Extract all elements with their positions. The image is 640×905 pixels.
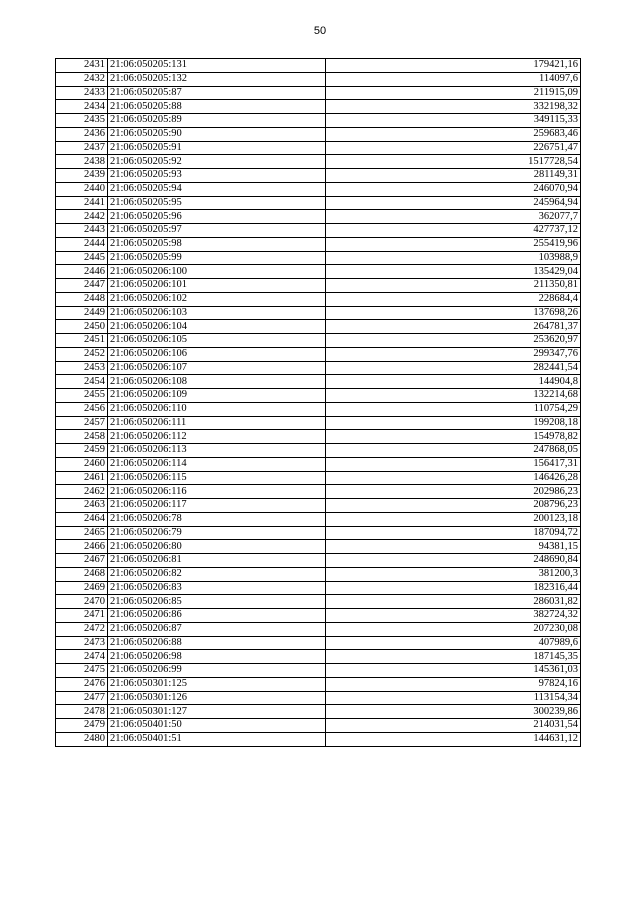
- cadastral-number-cell: 21:06:050206:104: [108, 320, 326, 334]
- table-row: [56, 499, 581, 513]
- table-row: [56, 86, 581, 100]
- value-cell: 259683,46: [326, 127, 581, 141]
- value-cell: 207230,08: [326, 622, 581, 636]
- table-row: [56, 526, 581, 540]
- cadastral-number-cell: 21:06:050206:114: [108, 457, 326, 471]
- cadastral-number-cell: 21:06:050205:92: [108, 155, 326, 169]
- value-cell: 156417,31: [326, 457, 581, 471]
- table-row: [56, 705, 581, 719]
- cadastral-number-cell: 21:06:050205:96: [108, 210, 326, 224]
- cadastral-number-cell: 21:06:050206:79: [108, 526, 326, 540]
- value-cell: 226751,47: [326, 141, 581, 155]
- cadastral-number-cell: 21:06:050206:103: [108, 306, 326, 320]
- table-row: [56, 609, 581, 623]
- cadastral-number-cell: 21:06:050205:89: [108, 114, 326, 128]
- cadastral-number-cell: 21:06:050206:80: [108, 540, 326, 554]
- cadastral-number-cell: 21:06:050206:88: [108, 636, 326, 650]
- page-number: 50: [313, 25, 327, 37]
- row-number-cell: 2459: [56, 444, 108, 458]
- table-row: [56, 155, 581, 169]
- value-cell: 103988,9: [326, 251, 581, 265]
- value-cell: 299347,76: [326, 347, 581, 361]
- value-cell: 146426,28: [326, 471, 581, 485]
- cadastral-number-cell: 21:06:050205:93: [108, 169, 326, 183]
- value-cell: 110754,29: [326, 402, 581, 416]
- value-cell: 300239,86: [326, 705, 581, 719]
- row-number-cell: 2452: [56, 347, 108, 361]
- cadastral-number-cell: 21:06:050206:105: [108, 334, 326, 348]
- value-cell: 202986,23: [326, 485, 581, 499]
- table-row: [56, 306, 581, 320]
- cadastral-number-cell: 21:06:050206:102: [108, 292, 326, 306]
- value-cell: 132214,68: [326, 389, 581, 403]
- value-cell: 200123,18: [326, 512, 581, 526]
- value-cell: 427737,12: [326, 224, 581, 238]
- row-number-cell: 2451: [56, 334, 108, 348]
- table-row: [56, 292, 581, 306]
- value-cell: 211915,09: [326, 86, 581, 100]
- row-number-cell: 2435: [56, 114, 108, 128]
- cadastral-number-cell: 21:06:050206:85: [108, 595, 326, 609]
- cadastral-number-cell: 21:06:050206:98: [108, 650, 326, 664]
- table-body: [56, 59, 581, 747]
- row-number-cell: 2472: [56, 622, 108, 636]
- cadastral-number-cell: 21:06:050206:108: [108, 375, 326, 389]
- row-number-cell: 2442: [56, 210, 108, 224]
- table-row: [56, 471, 581, 485]
- table-row: [56, 224, 581, 238]
- row-number-cell: 2455: [56, 389, 108, 403]
- table-row: [56, 540, 581, 554]
- table-row: [56, 210, 581, 224]
- value-cell: 214031,54: [326, 719, 581, 733]
- row-number-cell: 2440: [56, 182, 108, 196]
- row-number-cell: 2456: [56, 402, 108, 416]
- row-number-cell: 2441: [56, 196, 108, 210]
- row-number-cell: 2445: [56, 251, 108, 265]
- value-cell: 281149,31: [326, 169, 581, 183]
- row-number-cell: 2431: [56, 59, 108, 73]
- table-row: [56, 100, 581, 114]
- table-row: [56, 279, 581, 293]
- row-number-cell: 2464: [56, 512, 108, 526]
- cadastral-number-cell: 21:06:050206:106: [108, 347, 326, 361]
- value-cell: 187094,72: [326, 526, 581, 540]
- row-number-cell: 2449: [56, 306, 108, 320]
- value-cell: 228684,4: [326, 292, 581, 306]
- row-number-cell: 2457: [56, 416, 108, 430]
- table-row: [56, 59, 581, 73]
- table-row: [56, 265, 581, 279]
- row-number-cell: 2460: [56, 457, 108, 471]
- cadastral-number-cell: 21:06:050205:94: [108, 182, 326, 196]
- cadastral-number-cell: 21:06:050206:117: [108, 499, 326, 513]
- row-number-cell: 2476: [56, 677, 108, 691]
- value-cell: 154978,82: [326, 430, 581, 444]
- table-row: [56, 732, 581, 746]
- cadastral-number-cell: 21:06:050206:107: [108, 361, 326, 375]
- table-row: [56, 554, 581, 568]
- row-number-cell: 2436: [56, 127, 108, 141]
- cadastral-number-cell: 21:06:050206:86: [108, 609, 326, 623]
- row-number-cell: 2439: [56, 169, 108, 183]
- row-number-cell: 2474: [56, 650, 108, 664]
- row-number-cell: 2473: [56, 636, 108, 650]
- table-row: [56, 196, 581, 210]
- row-number-cell: 2465: [56, 526, 108, 540]
- table-row: [56, 677, 581, 691]
- table-row: [56, 636, 581, 650]
- row-number-cell: 2433: [56, 86, 108, 100]
- row-number-cell: 2466: [56, 540, 108, 554]
- row-number-cell: 2444: [56, 237, 108, 251]
- value-cell: 135429,04: [326, 265, 581, 279]
- table-row: [56, 127, 581, 141]
- cadastral-number-cell: 21:06:050301:125: [108, 677, 326, 691]
- cadastral-number-cell: 21:06:050206:81: [108, 554, 326, 568]
- cadastral-number-cell: 21:06:050206:83: [108, 581, 326, 595]
- cadastral-number-cell: 21:06:050301:126: [108, 691, 326, 705]
- table-row: [56, 581, 581, 595]
- value-cell: 208796,23: [326, 499, 581, 513]
- value-cell: 182316,44: [326, 581, 581, 595]
- value-cell: 248690,84: [326, 554, 581, 568]
- value-cell: 282441,54: [326, 361, 581, 375]
- value-cell: 407989,6: [326, 636, 581, 650]
- table-row: [56, 416, 581, 430]
- row-number-cell: 2454: [56, 375, 108, 389]
- row-number-cell: 2477: [56, 691, 108, 705]
- table-row: [56, 664, 581, 678]
- value-cell: 199208,18: [326, 416, 581, 430]
- cadastral-number-cell: 21:06:050205:132: [108, 72, 326, 86]
- value-cell: 382724,32: [326, 609, 581, 623]
- cadastral-number-cell: 21:06:050205:97: [108, 224, 326, 238]
- value-cell: 144631,12: [326, 732, 581, 746]
- table-row: [56, 457, 581, 471]
- table-row: [56, 375, 581, 389]
- row-number-cell: 2448: [56, 292, 108, 306]
- cadastral-value-table: [55, 58, 581, 747]
- table-row: [56, 430, 581, 444]
- cadastral-number-cell: 21:06:050206:101: [108, 279, 326, 293]
- value-cell: 349115,33: [326, 114, 581, 128]
- value-cell: 381200,3: [326, 567, 581, 581]
- table-row: [56, 347, 581, 361]
- row-number-cell: 2447: [56, 279, 108, 293]
- value-cell: 253620,97: [326, 334, 581, 348]
- cadastral-number-cell: 21:06:050206:78: [108, 512, 326, 526]
- value-cell: 245964,94: [326, 196, 581, 210]
- row-number-cell: 2437: [56, 141, 108, 155]
- value-cell: 144904,8: [326, 375, 581, 389]
- table-row: [56, 691, 581, 705]
- row-number-cell: 2478: [56, 705, 108, 719]
- row-number-cell: 2453: [56, 361, 108, 375]
- table-row: [56, 622, 581, 636]
- value-cell: 114097,6: [326, 72, 581, 86]
- table-row: [56, 182, 581, 196]
- cadastral-number-cell: 21:06:050205:91: [108, 141, 326, 155]
- row-number-cell: 2467: [56, 554, 108, 568]
- table-row: [56, 237, 581, 251]
- table-row: [56, 72, 581, 86]
- value-cell: 332198,32: [326, 100, 581, 114]
- table-row: [56, 444, 581, 458]
- cadastral-number-cell: 21:06:050301:127: [108, 705, 326, 719]
- row-number-cell: 2438: [56, 155, 108, 169]
- cadastral-number-cell: 21:06:050205:88: [108, 100, 326, 114]
- value-cell: 264781,37: [326, 320, 581, 334]
- cadastral-number-cell: 21:06:050205:87: [108, 86, 326, 100]
- row-number-cell: 2446: [56, 265, 108, 279]
- table-row: [56, 114, 581, 128]
- value-cell: 211350,81: [326, 279, 581, 293]
- value-cell: 187145,35: [326, 650, 581, 664]
- cadastral-number-cell: 21:06:050205:131: [108, 59, 326, 73]
- cadastral-number-cell: 21:06:050206:116: [108, 485, 326, 499]
- cadastral-number-cell: 21:06:050206:100: [108, 265, 326, 279]
- value-cell: 94381,15: [326, 540, 581, 554]
- value-cell: 362077,7: [326, 210, 581, 224]
- table-row: [56, 485, 581, 499]
- table-row: [56, 719, 581, 733]
- row-number-cell: 2434: [56, 100, 108, 114]
- table-row: [56, 402, 581, 416]
- value-cell: 179421,16: [326, 59, 581, 73]
- cadastral-number-cell: 21:06:050206:110: [108, 402, 326, 416]
- value-cell: 97824,16: [326, 677, 581, 691]
- cadastral-number-cell: 21:06:050206:113: [108, 444, 326, 458]
- row-number-cell: 2480: [56, 732, 108, 746]
- table-row: [56, 334, 581, 348]
- row-number-cell: 2462: [56, 485, 108, 499]
- row-number-cell: 2443: [56, 224, 108, 238]
- cadastral-number-cell: 21:06:050206:87: [108, 622, 326, 636]
- cadastral-number-cell: 21:06:050206:112: [108, 430, 326, 444]
- row-number-cell: 2458: [56, 430, 108, 444]
- value-cell: 137698,26: [326, 306, 581, 320]
- value-cell: 255419,96: [326, 237, 581, 251]
- cadastral-number-cell: 21:06:050205:98: [108, 237, 326, 251]
- table-row: [56, 361, 581, 375]
- row-number-cell: 2432: [56, 72, 108, 86]
- table-row: [56, 251, 581, 265]
- value-cell: 1517728,54: [326, 155, 581, 169]
- table-row: [56, 650, 581, 664]
- table-row: [56, 567, 581, 581]
- value-cell: 247868,05: [326, 444, 581, 458]
- value-cell: 246070,94: [326, 182, 581, 196]
- table-row: [56, 169, 581, 183]
- cadastral-number-cell: 21:06:050401:51: [108, 732, 326, 746]
- row-number-cell: 2470: [56, 595, 108, 609]
- row-number-cell: 2471: [56, 609, 108, 623]
- cadastral-number-cell: 21:06:050401:50: [108, 719, 326, 733]
- cadastral-number-cell: 21:06:050206:99: [108, 664, 326, 678]
- row-number-cell: 2461: [56, 471, 108, 485]
- table-row: [56, 389, 581, 403]
- row-number-cell: 2475: [56, 664, 108, 678]
- row-number-cell: 2463: [56, 499, 108, 513]
- cadastral-number-cell: 21:06:050205:99: [108, 251, 326, 265]
- value-cell: 145361,03: [326, 664, 581, 678]
- cadastral-number-cell: 21:06:050205:90: [108, 127, 326, 141]
- cadastral-number-cell: 21:06:050206:109: [108, 389, 326, 403]
- cadastral-number-cell: 21:06:050206:82: [108, 567, 326, 581]
- row-number-cell: 2469: [56, 581, 108, 595]
- row-number-cell: 2450: [56, 320, 108, 334]
- value-cell: 286031,82: [326, 595, 581, 609]
- table-row: [56, 141, 581, 155]
- value-cell: 113154,34: [326, 691, 581, 705]
- cadastral-number-cell: 21:06:050206:115: [108, 471, 326, 485]
- table-row: [56, 320, 581, 334]
- table-row: [56, 512, 581, 526]
- table-row: [56, 595, 581, 609]
- row-number-cell: 2468: [56, 567, 108, 581]
- row-number-cell: 2479: [56, 719, 108, 733]
- cadastral-number-cell: 21:06:050206:111: [108, 416, 326, 430]
- cadastral-number-cell: 21:06:050205:95: [108, 196, 326, 210]
